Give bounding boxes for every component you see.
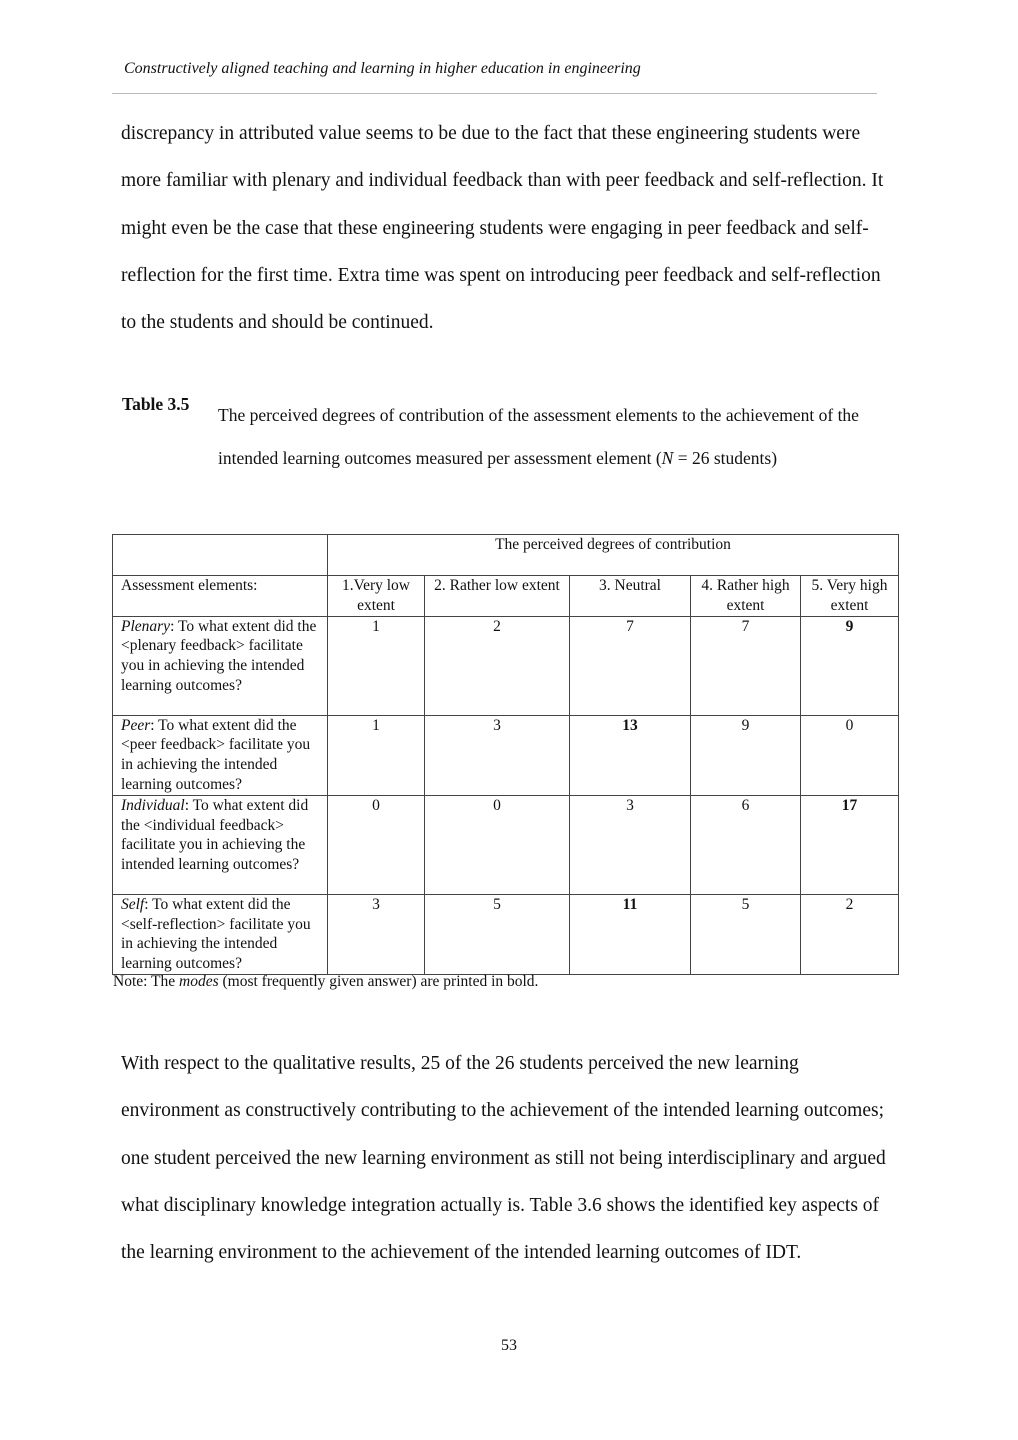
body-paragraph-1: discrepancy in attributed value seems to be due to the fact that these engineering students were more familiar with plenary and individual feedback than with peer feedback and self-reflection. It might even be the case that these engineering students were engaging in peer feedback and self-reflection for the first time. Extra time was spent on introducing peer feedback and self-reflection to the students and should be continued. xyxy=(121,123,884,334)
empty-corner-cell xyxy=(113,535,328,576)
assessment-question: : To what extent did the <plenary feedback> facilitate you in achieving the intended learning outcomes? xyxy=(121,617,317,694)
value-cell: 11 xyxy=(570,894,691,974)
assessment-term: Individual xyxy=(121,796,185,814)
value-cell: 1 xyxy=(328,616,425,715)
table-column-header-row xyxy=(113,576,899,617)
group-header-cell: The perceived degrees of contribution xyxy=(328,535,899,576)
caption-text-after: = 26 students) xyxy=(673,448,778,468)
assessment-element-cell xyxy=(113,795,328,894)
value-cell: 0 xyxy=(425,795,570,894)
caption-text-before: The perceived degrees of contribution of the assessment elements to the achievement of the intended learning outcomes measured per assessment element ( xyxy=(218,405,859,468)
assessment-question: : To what extent did the <peer feedback> facilitate you in achieving the intended learning outcomes? xyxy=(121,716,311,793)
value-cell: 0 xyxy=(801,715,899,795)
assessment-element-cell xyxy=(113,715,328,795)
value-cell: 3 xyxy=(328,894,425,974)
table-row xyxy=(113,894,899,974)
value-cell: 5 xyxy=(691,894,801,974)
assessment-term: Peer xyxy=(121,716,151,734)
assessment-term: Self xyxy=(121,895,145,913)
table-row xyxy=(113,715,899,795)
value-cell: 13 xyxy=(570,715,691,795)
table-note xyxy=(113,973,538,991)
value-cell: 0 xyxy=(328,795,425,894)
running-header: Constructively aligned teaching and learning in higher education in engineering xyxy=(124,60,641,77)
table-caption-text xyxy=(218,394,878,480)
note-emphasis: modes xyxy=(179,973,219,990)
assessment-question: : To what extent did the <self-reflection> facilitate you in achieving the intended learning outcomes? xyxy=(121,895,311,973)
value-cell: 5 xyxy=(425,894,570,974)
column-header: 5. Very high extent xyxy=(801,576,899,617)
column-header: 1.Very low extent xyxy=(328,576,425,617)
value-cell: 3 xyxy=(570,795,691,894)
table-row xyxy=(113,795,899,894)
value-cell: 2 xyxy=(801,894,899,974)
assessment-element-cell xyxy=(113,894,328,974)
table-group-header-row xyxy=(113,535,899,576)
table-row xyxy=(113,616,899,715)
value-cell: 2 xyxy=(425,616,570,715)
caption-n-symbol: N xyxy=(661,448,674,468)
value-cell: 9 xyxy=(691,715,801,795)
assessment-term: Plenary xyxy=(121,617,171,635)
header-rule xyxy=(112,93,877,94)
value-cell: 17 xyxy=(801,795,899,894)
note-suffix: (most frequently given answer) are printed in bold. xyxy=(218,973,539,990)
column-header: 4. Rather high extent xyxy=(691,576,801,617)
value-cell: 1 xyxy=(328,715,425,795)
column-header: 2. Rather low extent xyxy=(425,576,570,617)
page-number: 53 xyxy=(501,1337,517,1354)
table-caption-label: Table 3.5 xyxy=(122,394,190,414)
value-cell: 7 xyxy=(691,616,801,715)
body-paragraph-2: With respect to the qualitative results, 25 of the 26 students perceived the new learning environment as constructively contributing to the achievement of the intended learning outcomes; one student perceived the new learning environment as still not being interdisciplinary and argued what disciplinary knowledge integration actually is. Table 3.6 shows the identified key aspects of the learning environment to the achievement of the intended learning outcomes of IDT. xyxy=(121,1053,886,1264)
note-prefix: Note: The xyxy=(113,973,180,990)
row-header-label: Assessment elements: xyxy=(113,576,328,617)
value-cell: 9 xyxy=(801,616,899,715)
assessment-element-cell xyxy=(113,616,328,715)
contribution-table xyxy=(112,534,899,975)
value-cell: 7 xyxy=(570,616,691,715)
value-cell: 3 xyxy=(425,715,570,795)
assessment-question: : To what extent did the <individual feedback> facilitate you in achieving the intended learning outcomes? xyxy=(121,796,309,874)
value-cell: 6 xyxy=(691,795,801,894)
column-header: 3. Neutral xyxy=(570,576,691,617)
